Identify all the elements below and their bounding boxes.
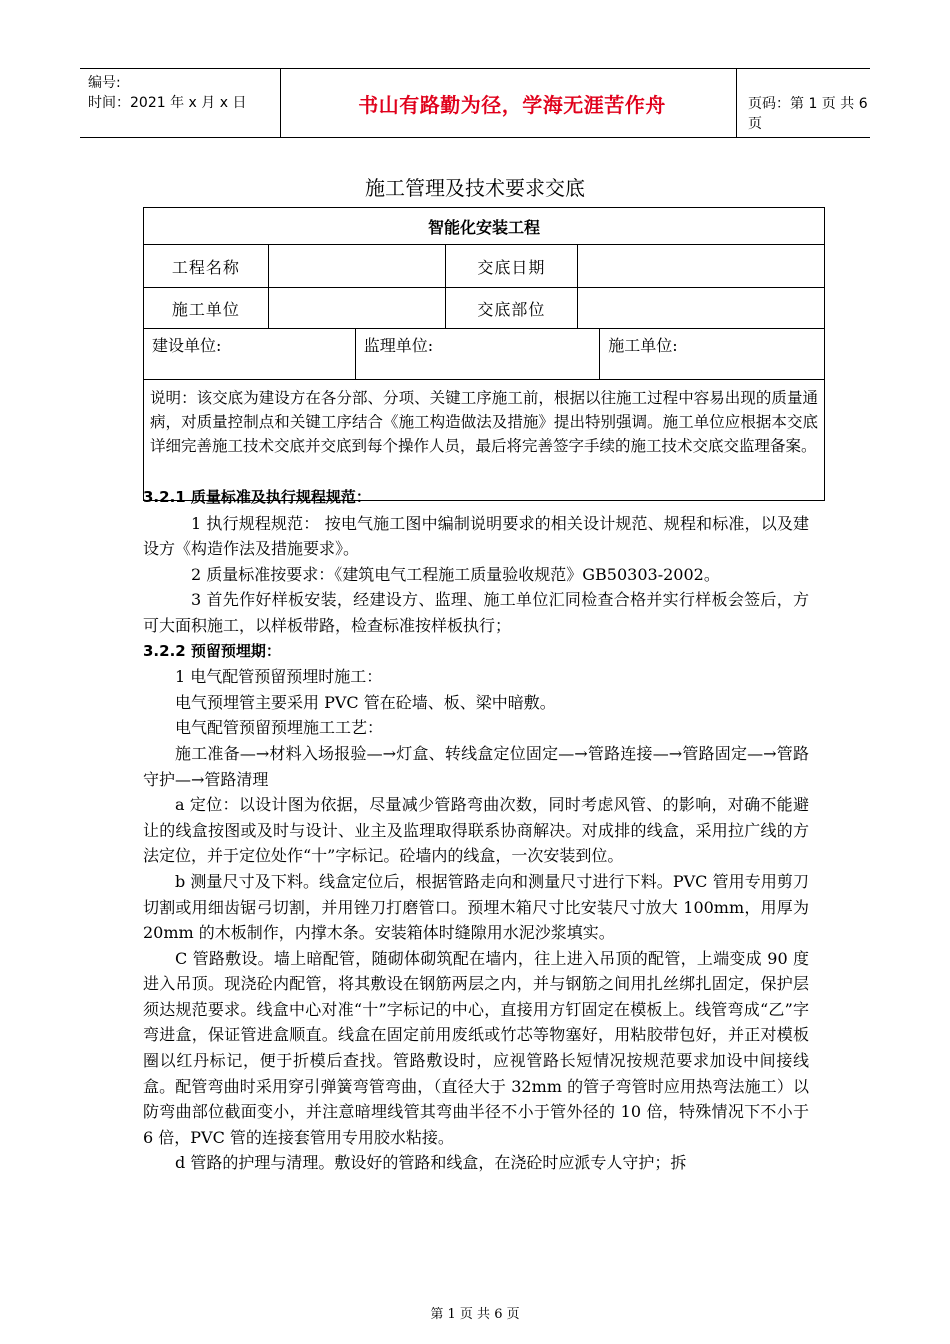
header-page-number: 页码：第 1 页 共 6 页 <box>748 96 868 132</box>
section-heading: 3.2.2 预留预埋期： <box>143 641 281 660</box>
project-name-value <box>268 245 445 288</box>
header-divider <box>280 69 281 137</box>
handover-date-value <box>578 245 825 288</box>
paragraph: 3 首先作好样板安装，经建设方、监理、施工单位汇同检查合格并实行样板会签后，方可大面积施工，以样板带路，检查标准按样板执行； <box>143 590 809 635</box>
paragraph: 电气预埋管主要采用 PVC 管在砼墙、板、梁中暗敷。 <box>175 692 556 712</box>
construction-unit-label: 施工单位 <box>144 288 269 329</box>
paragraph: C 管路敷设。墙上暗配管，随砌体砌筑配在墙内，往上进入吊顶的配管，上端变成 90 度进入吊顶。现浇砼内配管，将其敷设在钢筋两层之内，并与钢筋之间用扎丝绑扎固定，保护层须达规范要求。线盒中心对准“十”字标记的中心，直接用方钉固定在模板上。线管弯成“乙”字弯进盒，保证管进盒顺直。线盒在固定前用废纸或竹芯等物塞好，用粘胶带包好，并正对模板圈以红丹标记，便于折模后查找。管路敷设时，应视管路长短情况按规范要求加设中间接线盒。配管弯曲时采用穿引弹簧弯管弯曲，（直径大于 32mm 的管子弯管时应用热弯法施工）以防弯曲部位截面变小，并注意暗埋线管其弯曲半径不小于管外径的 10 倍，特殊情况下不小于 6 倍，PVC 管的连接套管用专用胶水粘接。 <box>143 948 809 1147</box>
section-heading: 3.2.1 质量标准及执行规程规范： <box>143 488 371 506</box>
header-meta <box>88 73 246 113</box>
paragraph: 1 执行规程规范： 按电气施工图中编制说明要求的相关设计规范、规程和标准，以及建设方《构造作法及措施要求》。 <box>143 513 809 559</box>
paragraph: a 定位：以设计图为依据，尽量减少管路弯曲次数，同时考虑风管、的影响，对确不能避让的线盒按图或及时与设计、业主及监理取得联系协商解决。对成排的线盒，采用拉广线的方法定位，并于定位处作“十”字标记。砼墙内的线盒，一次安装到位。 <box>143 795 809 866</box>
supervision-unit-cell: 监理单位: <box>355 329 600 380</box>
handover-form <box>143 207 825 501</box>
owner-unit-cell: 建设单位: <box>144 329 356 380</box>
header-divider <box>736 69 737 137</box>
paragraph: 施工准备—→材料入场报验—→灯盒、转线盒定位固定—→管路连接—→管路固定—→管路守护—→管路清理 <box>143 743 809 789</box>
form-note: 说明：该交底为建设方在各分部、分项、关键工序施工前，根据以往施工过程中容易出现的质量通病，对质量控制点和关键工序结合《施工构造做法及措施》提出特别强调。施工单位应根据本交底详细完善施工技术交底并交底到每个操作人员，最后将完善签字手续的施工技术交底交监理备案。 <box>144 380 825 501</box>
project-name-label: 工程名称 <box>144 245 269 288</box>
paragraph: 电气配管预留预埋施工工艺： <box>175 718 384 738</box>
paragraph: d 管路的护理与清理。敷设好的管路和线盒，在浇砼时应派专人守护；拆 <box>175 1153 687 1173</box>
handover-part-value <box>578 288 825 329</box>
contractor-unit-cell: 施工单位: <box>600 329 825 380</box>
paragraph: b 测量尺寸及下料。线盒定位后，根据管路走向和测量尺寸进行下料。PVC 管用专用剪刀切割或用细齿锯弓切割，并用锉刀打磨管口。预埋木箱尺寸比安装尺寸放大 100mm，用厚为 20mm 的木板制作，内撑木条。安装箱体时缝隙用水泥沙浆填实。 <box>143 871 809 943</box>
page-footer: 第 1 页 共 6 页 <box>430 1307 520 1322</box>
form-section-title: 智能化安装工程 <box>144 208 825 245</box>
page-header <box>80 68 870 138</box>
number-label: 编号: <box>88 75 121 91</box>
handover-part-label: 交底部位 <box>445 288 578 329</box>
paragraph: 1 电气配管预留预埋时施工： <box>175 667 383 687</box>
header-motto: 书山有路勤为径，学海无涯苦作舟 <box>358 92 666 117</box>
construction-unit-value <box>268 288 445 329</box>
handover-date-label: 交底日期 <box>445 245 578 288</box>
document-body <box>143 485 809 1176</box>
date-label: 时间：2021 年 x 月 x 日 <box>88 95 247 111</box>
document-title: 施工管理及技术要求交底 <box>365 176 585 200</box>
paragraph: 2 质量标准按要求：《建筑电气工程施工质量验收规范》GB50303-2002。 <box>191 564 720 584</box>
